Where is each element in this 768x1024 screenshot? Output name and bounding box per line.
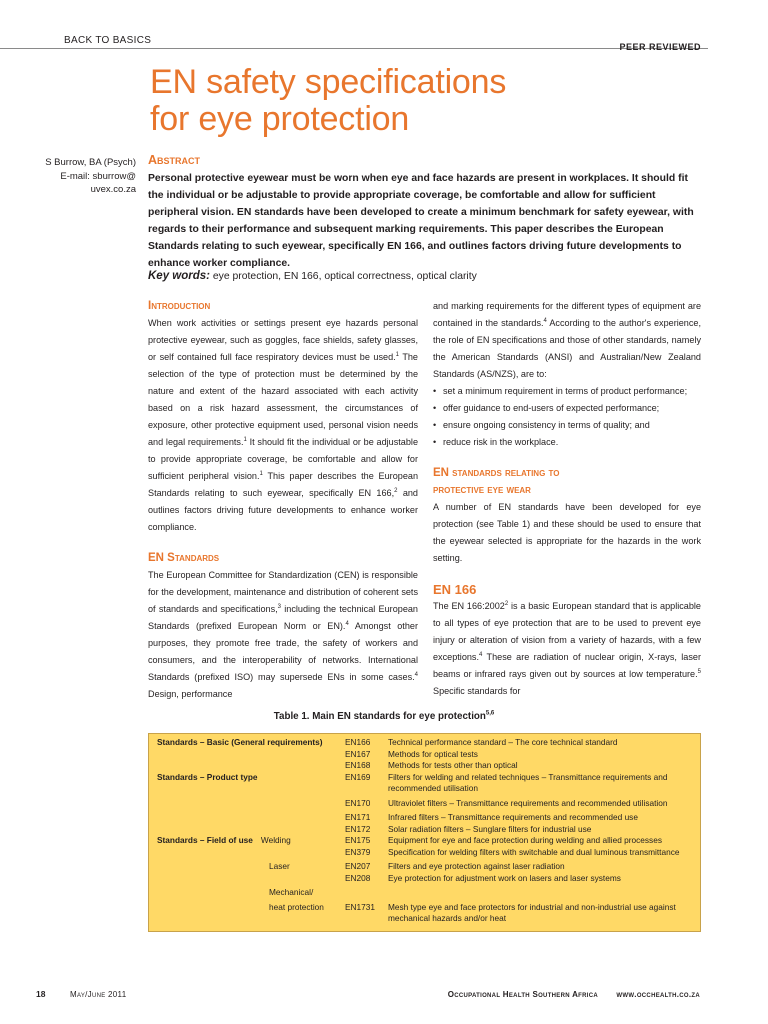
keywords	[148, 270, 477, 282]
protective-eyewear-heading: EN standards relating to protective eye wear	[433, 467, 560, 496]
table-row: EN379 Specification for welding filters with switchable and dual luminous transmittance	[345, 846, 680, 857]
list-item: • ensure ongoing consistency in terms of quality; and	[433, 417, 701, 434]
journal-url: www.occhealth.co.za	[616, 990, 700, 999]
issue-date: May/June 2011	[70, 990, 127, 999]
peer-reviewed-label: PEER REVIEWED	[619, 42, 701, 52]
author-info	[24, 156, 136, 197]
en-standards-paragraph: The European Committee for Standardization (CEN) is responsible for the development, maintenance and distribution of coherent sets of standards and specifications,$^3$ including the technical European Standards (prefixed European Norm or EN).$^4$ Amongst other purposes, they promote free trade, the safety of workers and consumers, and the interoperability of networks. International Standards (prefixed ISO) may supersede ENs in some cases.$^4$ Design, performance	[148, 570, 418, 699]
journal-name: Occupational Health Southern Africa	[447, 990, 598, 999]
keywords-label: Key words:	[148, 270, 210, 282]
roles-list	[433, 383, 701, 451]
keywords-text: eye protection, EN 166, optical correctness, optical clarity	[210, 271, 477, 282]
author-email-1: E-mail: sburrow@	[60, 170, 136, 182]
table-caption: Table 1. Main EN standards for eye protection$^{5,6}$	[273, 710, 495, 722]
table-row: EN172 Solar radiation filters – Sunglare filters for industrial use	[345, 823, 592, 834]
table-row: EN208 Eye protection for adjustment work on lasers and laser systems	[345, 872, 621, 883]
en166-heading: EN 166	[433, 582, 477, 597]
table-row: EN171 Infrared filters – Transmittance requirements and recommended use	[345, 812, 638, 822]
page-number: 18	[36, 989, 46, 999]
roles-paragraph: and marking requirements for the different types of equipment are contained in the standards.$^4$ According to the author's experience, the role of EN specifications and those of other standards, namely the American Standards (ANSI) and Australian/New Zealand Standards (AS/NZS), are to:	[433, 301, 701, 379]
abstract-text: Personal protective eyewear must be worn when eye and face hazards are present in workplaces. It should fit the individual or be adjustable to provide appropriate coverage, be comfortable and allow for sufficient peripheral vision. EN standards have been developed to create a minimum benchmark for safety eyewear, with regards to their performance and subsequent marking requirements. This paper describes the European Standards relating to such eyewear, specifically EN 166, and outlines factors driving future developments to enhance worker compliance.	[148, 173, 694, 269]
table-row: Standards – Field of use Welding EN175 Equipment for eye and face protection during welding and allied processes	[157, 835, 662, 845]
right-column	[433, 298, 701, 700]
table-row: heat protection EN1731 Mesh type eye and face protectors for industrial and non-industrial use against mechanical hazards and/or heat	[269, 901, 676, 923]
article-title	[150, 64, 710, 138]
table-row: EN167 Methods for optical tests	[345, 748, 478, 759]
standards-table	[148, 733, 701, 932]
protective-eyewear-paragraph: A number of EN standards have been developed for eye protection (see Table 1) and these should be used to ensure that the eyewear selected is appropriate for the hazards in the work setting.	[433, 502, 701, 563]
title-line-1: EN safety specifications	[150, 63, 507, 101]
table-row: Standards – Product type EN169 Filters for welding and related techniques – Transmittance requirements and recommended utilisation	[157, 771, 668, 793]
section-label: BACK TO BASICS	[64, 35, 152, 46]
list-item: • offer guidance to end-users of expected performance;	[433, 400, 701, 417]
introduction-paragraph: When work activities or settings present eye hazards personal protective eyewear, such as goggles, face shields, safety glasses, or self contained full face respiratory devices must be used.$^1$ The selection of the type of protection must be determined by the nature and extent of the hazard associated with each activity based on a risk hazard assessment, the circumstances of exposure, other protective equipment used, personal vision needs and legal requirements.$^1$ It should fit the individual or be adjustable to provide appropriate coverage, be comfortable and allow for sufficient peripheral vision.$^1$ This paper describes the European Standards relating to such eyewear, specifically EN 166,$^2$ and outlines factors driving future developments to enhance worker compliance.	[148, 318, 418, 532]
introduction-heading: Introduction	[148, 300, 211, 312]
en-standards-heading: EN Standards	[148, 552, 220, 564]
en166-paragraph: The EN 166:2002$^2$ is a basic European standard that is applicable to all types of eye protection that are to be used to prevent eye injury or alteration of vision from a variety of hazards, with a few exceptions.$^4$ These are radiation of nuclear origin, X-rays, laser beams or infrared rays given out by sources at low temperature.$^5$ Specific standards for	[433, 600, 701, 696]
table-row: Mechanical/	[269, 887, 314, 897]
author-email-2: uvex.co.za	[90, 184, 136, 195]
table-row: Standards – Basic (General requirements) EN166 Technical performance standard – The core technical standard	[157, 737, 618, 747]
table-row: Laser EN207 Filters and eye protection against laser radiation	[269, 861, 565, 871]
title-line-2: for eye protection	[150, 100, 410, 138]
list-item: • set a minimum requirement in terms of product performance;	[433, 383, 701, 400]
author-name: S Burrow, BA (Psych)	[45, 157, 136, 168]
abstract-heading: Abstract	[148, 153, 201, 167]
table-row: EN170 Ultraviolet filters – Transmittance requirements and recommended utilisation	[345, 797, 668, 808]
left-column	[148, 298, 418, 703]
list-item: • reduce risk in the workplace.	[433, 434, 701, 451]
header-rule	[0, 48, 708, 49]
table-row: EN168 Methods for tests other than optical	[345, 760, 518, 770]
